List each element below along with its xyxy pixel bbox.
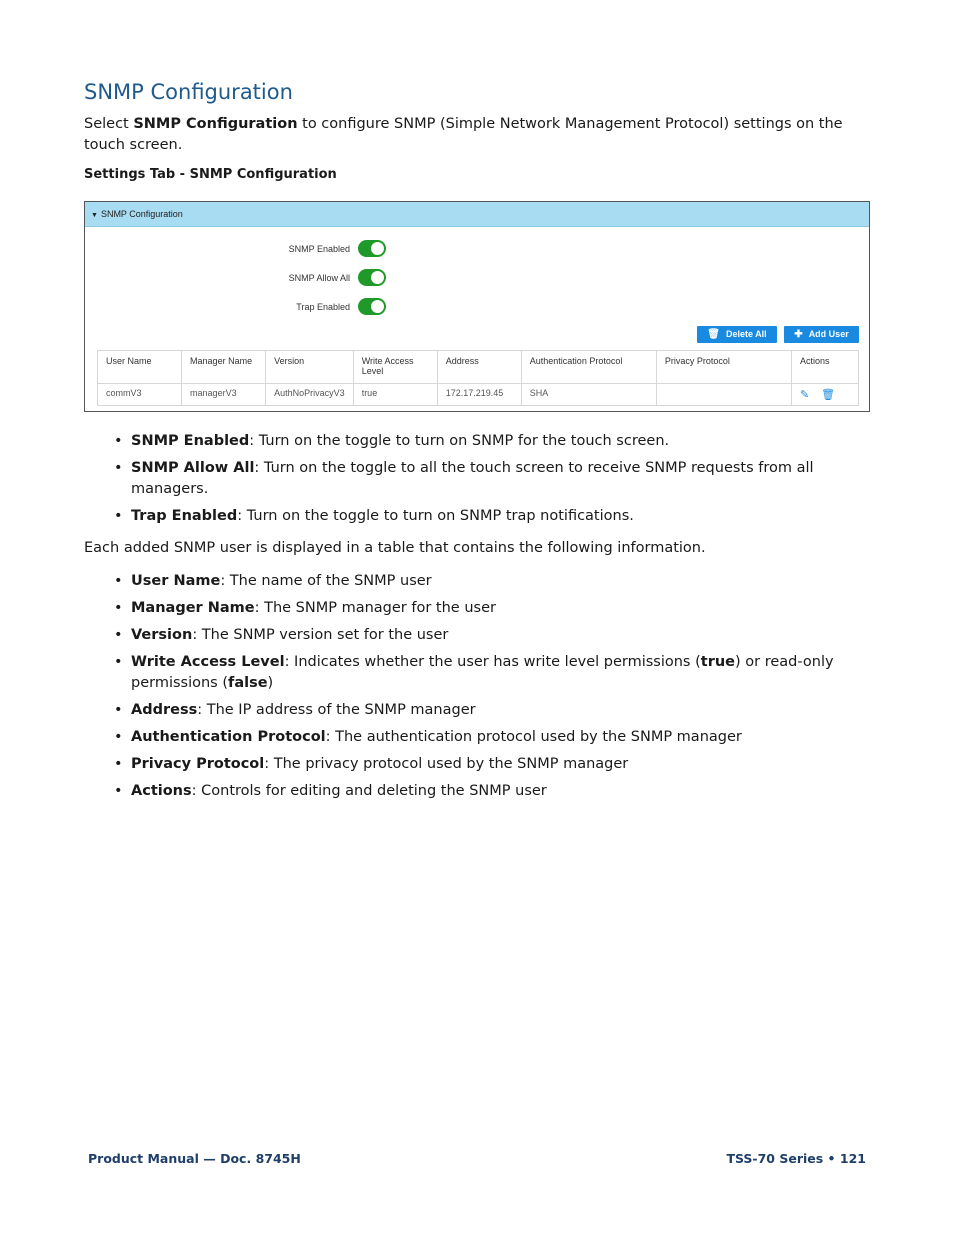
table-header-row [98,351,859,384]
toggle-knob [371,242,384,255]
delete-all-button[interactable]: 🗑 Delete All [697,326,777,343]
trash-icon: 🗑 [707,329,720,340]
toggle-bullet-list [110,431,860,533]
cell-manager-name: managerV3 [182,384,266,406]
cell-write-access: true [353,384,437,406]
section-heading: SNMP Configuration [84,80,293,104]
table-fields-bullet-list [110,571,860,808]
column-header[interactable]: Authentication Protocol [521,351,656,384]
toggle-knob [371,271,384,284]
trash-icon[interactable]: 🗑 [821,389,836,401]
trap-enabled-toggle[interactable] [358,298,386,315]
cell-address: 172.17.219.45 [437,384,521,406]
toggle-row-snmp-allow-all [225,269,350,289]
list-item: • Authentication Protocol: The authentication protocol used by the SNMP manager [110,727,860,748]
toggle-knob [371,300,384,313]
users-table [97,350,859,406]
column-header[interactable]: Address [437,351,521,384]
list-item: • User Name: The name of the SNMP user [110,571,860,592]
edit-icon[interactable]: ✎ [799,389,810,401]
table-description-paragraph: Each added SNMP user is displayed in a table that contains the following information. [84,540,706,556]
toggle-row-snmp-enabled [225,240,350,260]
intro-paragraph: Select SNMP Configuration to configure SNMP (Simple Network Management Protocol) settings on the touch screen. [84,116,843,153]
cell-user-name: commV3 [98,384,182,406]
cell-auth-protocol: SHA [521,384,656,406]
cell-privacy-protocol [656,384,791,406]
snmp-config-screenshot [84,201,870,412]
toggle-label: SNMP Enabled [288,244,350,254]
list-item: • Version: The SNMP version set for the user [110,625,860,646]
toggle-row-trap-enabled [225,298,350,318]
list-item: • SNMP Allow All: Turn on the toggle to all the touch screen to receive SNMP requests from all managers. [110,458,860,500]
snmp-enabled-toggle[interactable] [358,240,386,257]
add-user-button[interactable]: ✚ Add User [784,326,859,343]
snmp-allow-all-toggle[interactable] [358,269,386,286]
plus-icon: ✚ [794,329,803,340]
column-header: Actions [791,351,858,384]
list-item: • Trap Enabled: Turn on the toggle to turn on SNMP trap notifications. [110,506,860,527]
list-item: • Actions: Controls for editing and deleting the SNMP user [110,781,860,802]
figure-caption: Settings Tab - SNMP Configuration [84,167,337,182]
column-header[interactable]: Write Access Level [353,351,437,384]
list-item: • Write Access Level: Indicates whether the user has write level permissions (true) or read-only permissions (false) [110,652,860,694]
list-item: • Manager Name: The SNMP manager for the user [110,598,860,619]
panel-title: SNMP Configuration [100,209,183,219]
list-item: • Address: The IP address of the SNMP manager [110,700,860,721]
column-header[interactable]: Privacy Protocol [656,351,791,384]
list-item: • SNMP Enabled: Turn on the toggle to turn on SNMP for the touch screen. [110,431,860,452]
cell-version: AuthNoPrivacyV3 [266,384,354,406]
caret-down-icon: ▼ [91,212,98,219]
toggle-label: Trap Enabled [296,302,350,312]
toggle-label: SNMP Allow All [288,273,350,283]
column-header[interactable]: User Name [98,351,182,384]
table-row [98,384,859,406]
list-item: • Privacy Protocol: The privacy protocol used by the SNMP manager [110,754,860,775]
column-header[interactable]: Manager Name [182,351,266,384]
column-header[interactable]: Version [266,351,354,384]
panel-header[interactable] [85,202,869,227]
footer-page-number: TSS-70 Series • 121 [726,1151,866,1166]
cell-actions [791,384,858,406]
footer-doc-title: Product Manual — Doc. 8745H [88,1151,301,1166]
